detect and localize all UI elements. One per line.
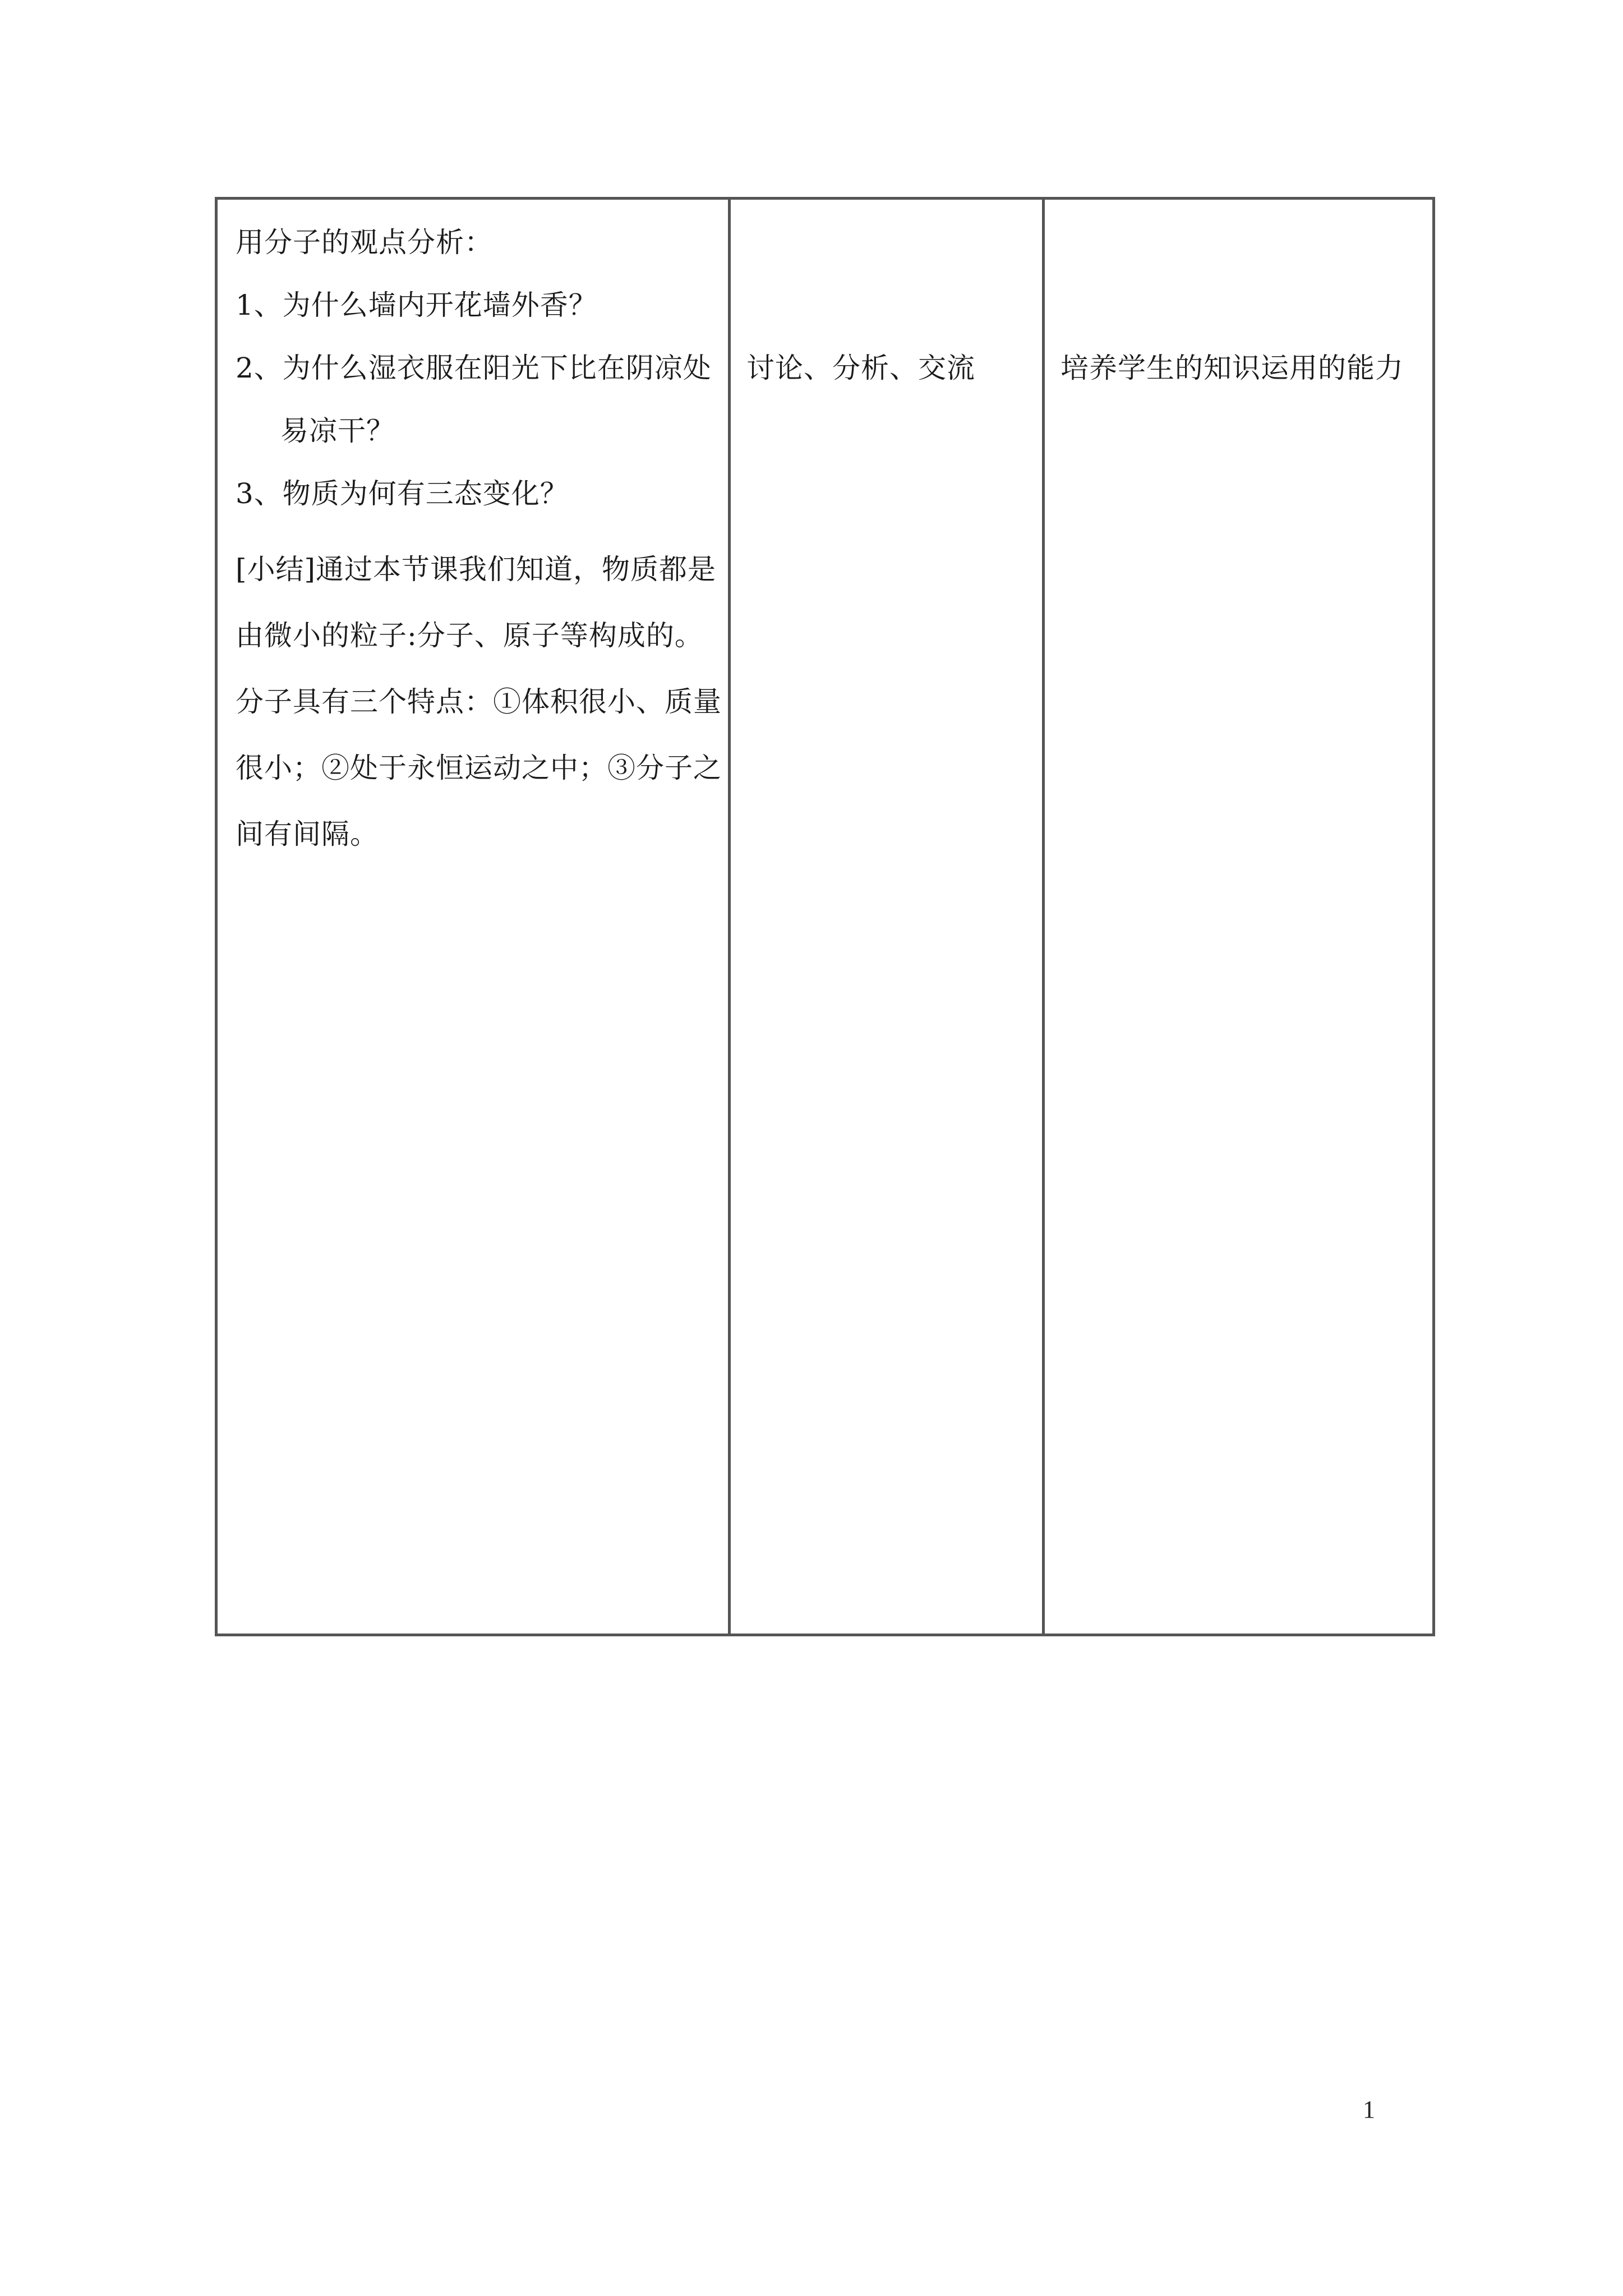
design-intent-cell	[1044, 199, 1434, 1635]
summary-block	[236, 536, 722, 867]
design-intent-text: 培养学生的知识运用的能力	[1061, 352, 1404, 384]
student-activity-cell	[730, 199, 1044, 1635]
student-activity-text: 讨论、分析、交流	[746, 352, 975, 384]
summary-line-5: 间有间隔。	[236, 818, 379, 850]
question-3: 3、物质为何有三态变化？	[236, 477, 569, 510]
question-1: 1、为什么墙内开花墙外香？	[236, 289, 597, 321]
question-2: 2、为什么湿衣服在阳光下比在阴凉处	[236, 352, 712, 384]
analysis-heading: 用分子的观点分析：	[236, 226, 493, 259]
table-row	[216, 199, 1434, 1635]
page-number: 1	[1363, 2096, 1375, 2123]
teaching-content-cell	[216, 199, 730, 1635]
summary-line-3: 分子具有三个特点：①体积很小、质量	[236, 685, 722, 718]
teaching-content	[218, 200, 728, 867]
summary-line-2: 由微小的粒子:分子、原子等构成的。	[236, 619, 703, 652]
lesson-plan-table	[215, 197, 1435, 1636]
question-2-continued: 易凉干？	[280, 415, 395, 447]
summary-line-1: [小结]通过本节课我们知道，物质都是	[236, 553, 717, 586]
summary-line-4: 很小；②处于永恒运动之中；③分子之	[236, 752, 722, 784]
